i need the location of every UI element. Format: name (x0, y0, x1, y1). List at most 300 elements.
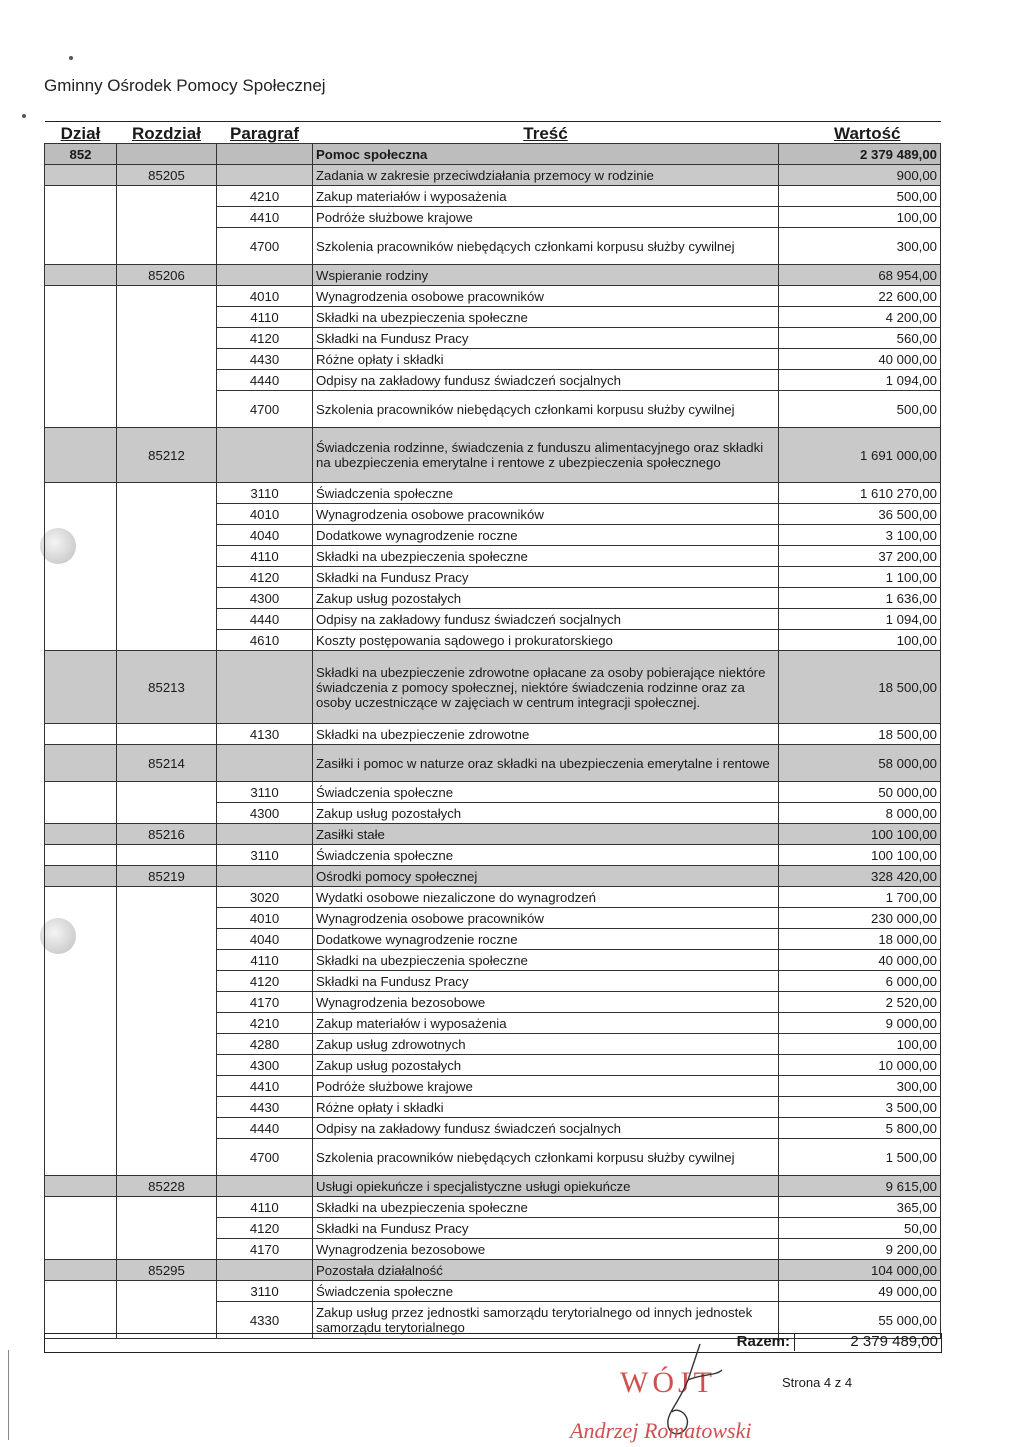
rozdzial-cell: 85214 (117, 745, 217, 782)
rozdzial-cell: 85219 (117, 866, 217, 887)
paragraf-cell: 4440 (217, 609, 313, 630)
tresc-cell: Zasiłki i pomoc w naturze oraz składki na ubezpieczenia emerytalne i rentowe (313, 745, 779, 782)
paragraf-cell: 4120 (217, 1218, 313, 1239)
wartosc-cell: 22 600,00 (779, 286, 941, 307)
paragraf-cell: 4440 (217, 1118, 313, 1139)
wartosc-cell: 2 379 489,00 (779, 144, 941, 165)
wartosc-cell: 4 200,00 (779, 307, 941, 328)
paragraf-row (45, 186, 941, 207)
paragraf-cell: 4410 (217, 207, 313, 228)
wartosc-cell: 1 500,00 (779, 1139, 941, 1176)
dzial-cell (45, 630, 117, 651)
wartosc-cell: 5 800,00 (779, 1118, 941, 1139)
rozdzial-cell (117, 992, 217, 1013)
tresc-cell: Zakup usług pozostałych (313, 803, 779, 824)
paragraf-cell: 4110 (217, 307, 313, 328)
rozdzial-cell (117, 609, 217, 630)
paragraf-cell: 3110 (217, 782, 313, 803)
dzial-cell (45, 186, 117, 207)
rozdzial-cell: 85213 (117, 651, 217, 724)
paragraf-cell: 4700 (217, 228, 313, 265)
paragraf-row (45, 1239, 941, 1260)
dzial-row (45, 144, 941, 165)
paragraf-row (45, 609, 941, 630)
paragraf-row (45, 588, 941, 609)
wartosc-cell: 40 000,00 (779, 349, 941, 370)
rozdzial-cell: 85205 (117, 165, 217, 186)
rozdzial-cell (117, 887, 217, 908)
tresc-cell: Odpisy na zakładowy fundusz świadczeń socjalnych (313, 609, 779, 630)
tresc-cell: Składki na ubezpieczenia społeczne (313, 546, 779, 567)
rozdzial-cell (117, 525, 217, 546)
rozdzial-cell (117, 1281, 217, 1302)
rozdzial-cell (117, 724, 217, 745)
tresc-cell: Wynagrodzenia bezosobowe (313, 1239, 779, 1260)
tresc-cell: Zadania w zakresie przeciwdziałania przemocy w rodzinie (313, 165, 779, 186)
wartosc-cell: 55 000,00 (779, 1302, 941, 1339)
rozdzial-cell (117, 1197, 217, 1218)
dzial-cell (45, 1076, 117, 1097)
wartosc-cell: 1 700,00 (779, 887, 941, 908)
tresc-cell: Składki na ubezpieczenie zdrowotne (313, 724, 779, 745)
paragraf-row (45, 1076, 941, 1097)
paragraf-row (45, 887, 941, 908)
rozdzial-cell (117, 1218, 217, 1239)
wartosc-cell: 104 000,00 (779, 1260, 941, 1281)
tresc-cell: Składki na Fundusz Pracy (313, 567, 779, 588)
dzial-cell (45, 525, 117, 546)
dzial-cell (45, 845, 117, 866)
paragraf-row (45, 1118, 941, 1139)
wartosc-cell: 100 100,00 (779, 824, 941, 845)
paragraf-row (45, 286, 941, 307)
paragraf-row (45, 1139, 941, 1176)
wartosc-cell: 100,00 (779, 630, 941, 651)
wartosc-cell: 1 094,00 (779, 370, 941, 391)
paragraf-row (45, 504, 941, 525)
paragraf-row (45, 307, 941, 328)
paragraf-row (45, 1097, 941, 1118)
rozdzial-cell (117, 1055, 217, 1076)
rozdzial-cell (117, 1239, 217, 1260)
wartosc-cell: 500,00 (779, 391, 941, 428)
wartosc-cell: 37 200,00 (779, 546, 941, 567)
tresc-cell: Szkolenia pracowników niebędących członkami korpusu służby cywilnej (313, 391, 779, 428)
rozdzial-row (45, 1176, 941, 1197)
paragraf-cell: 4010 (217, 908, 313, 929)
dzial-cell (45, 504, 117, 525)
wartosc-cell: 2 520,00 (779, 992, 941, 1013)
dzial-cell (45, 1260, 117, 1281)
tresc-cell: Zakup usług przez jednostki samorządu terytorialnego od innych jednostek samorządu terytorialnego (313, 1302, 779, 1339)
rozdzial-row (45, 651, 941, 724)
dzial-cell (45, 724, 117, 745)
tresc-cell: Świadczenia społeczne (313, 782, 779, 803)
wartosc-cell: 100,00 (779, 207, 941, 228)
tresc-cell: Usługi opiekuńcze i specjalistyczne usługi opiekuńcze (313, 1176, 779, 1197)
wojt-name-stamp: Andrzej Romatowski (570, 1418, 752, 1443)
dzial-cell (45, 950, 117, 971)
rozdzial-cell (117, 349, 217, 370)
rozdzial-cell (117, 307, 217, 328)
dzial-cell (45, 1097, 117, 1118)
paragraf-row (45, 971, 941, 992)
tresc-cell: Świadczenia społeczne (313, 1281, 779, 1302)
tresc-cell: Dodatkowe wynagrodzenie roczne (313, 525, 779, 546)
tresc-cell: Wynagrodzenia osobowe pracowników (313, 504, 779, 525)
rozdzial-cell (117, 845, 217, 866)
wartosc-cell: 6 000,00 (779, 971, 941, 992)
dzial-cell (45, 228, 117, 265)
paragraf-cell: 4280 (217, 1034, 313, 1055)
wartosc-cell: 1 094,00 (779, 609, 941, 630)
paragraf-row (45, 228, 941, 265)
dzial-cell (45, 328, 117, 349)
rozdzial-cell (117, 228, 217, 265)
tresc-cell: Składki na ubezpieczenia społeczne (313, 1197, 779, 1218)
rozdzial-row (45, 745, 941, 782)
rozdzial-cell (117, 971, 217, 992)
dzial-cell (45, 1239, 117, 1260)
paragraf-cell: 4110 (217, 546, 313, 567)
tresc-cell: Zakup usług pozostałych (313, 1055, 779, 1076)
paragraf-row (45, 349, 941, 370)
wartosc-cell: 68 954,00 (779, 265, 941, 286)
rozdzial-row (45, 428, 941, 483)
wartosc-cell: 1 100,00 (779, 567, 941, 588)
wartosc-cell: 40 000,00 (779, 950, 941, 971)
tresc-cell: Odpisy na zakładowy fundusz świadczeń socjalnych (313, 1118, 779, 1139)
paragraf-row (45, 525, 941, 546)
scan-speck (22, 114, 26, 118)
wartosc-cell: 10 000,00 (779, 1055, 941, 1076)
paragraf-cell: 4010 (217, 504, 313, 525)
dzial-cell (45, 866, 117, 887)
paragraf-cell: 4130 (217, 724, 313, 745)
margin-line (8, 1350, 9, 1440)
paragraf-cell (217, 265, 313, 286)
tresc-cell: Ośrodki pomocy społecznej (313, 866, 779, 887)
paragraf-row (45, 929, 941, 950)
wojt-stamp: WÓJT (620, 1366, 716, 1399)
tresc-cell: Podróże służbowe krajowe (313, 207, 779, 228)
paragraf-row (45, 328, 941, 349)
rozdzial-cell (117, 908, 217, 929)
rozdzial-cell (117, 782, 217, 803)
wartosc-cell: 560,00 (779, 328, 941, 349)
paragraf-cell: 4300 (217, 1055, 313, 1076)
total-label: Razem: (716, 1333, 795, 1351)
rozdzial-cell (117, 1139, 217, 1176)
dzial-cell (45, 803, 117, 824)
tresc-cell: Zakup materiałów i wyposażenia (313, 1013, 779, 1034)
rozdzial-cell (117, 186, 217, 207)
wartosc-cell: 1 691 000,00 (779, 428, 941, 483)
paragraf-row (45, 207, 941, 228)
paragraf-cell: 4700 (217, 1139, 313, 1176)
dzial-cell (45, 1034, 117, 1055)
tresc-cell: Wynagrodzenia bezosobowe (313, 992, 779, 1013)
dzial-cell (45, 992, 117, 1013)
dzial-cell: 852 (45, 144, 117, 165)
column-header-tresc: Treść (313, 122, 779, 144)
rozdzial-cell (117, 1076, 217, 1097)
paragraf-cell: 3110 (217, 483, 313, 504)
dzial-cell (45, 307, 117, 328)
paragraf-row (45, 950, 941, 971)
tresc-cell: Różne opłaty i składki (313, 349, 779, 370)
column-header-wartosc: Wartość (779, 122, 941, 144)
dzial-cell (45, 546, 117, 567)
rozdzial-cell (117, 144, 217, 165)
rozdzial-row (45, 866, 941, 887)
tresc-cell: Składki na ubezpieczenia społeczne (313, 950, 779, 971)
wartosc-cell: 328 420,00 (779, 866, 941, 887)
tresc-cell: Świadczenia społeczne (313, 483, 779, 504)
rozdzial-row (45, 165, 941, 186)
paragraf-cell: 4040 (217, 929, 313, 950)
tresc-cell: Wydatki osobowe niezaliczone do wynagrodzeń (313, 887, 779, 908)
paragraf-row (45, 1197, 941, 1218)
paragraf-cell: 4330 (217, 1302, 313, 1339)
rozdzial-cell (117, 286, 217, 307)
wartosc-cell: 50,00 (779, 1218, 941, 1239)
column-header-rozdzial: Rozdział (117, 122, 217, 144)
tresc-cell: Koszty postępowania sądowego i prokuratorskiego (313, 630, 779, 651)
dzial-cell (45, 588, 117, 609)
paragraf-row (45, 724, 941, 745)
dzial-cell (45, 1176, 117, 1197)
tresc-cell: Pozostała działalność (313, 1260, 779, 1281)
paragraf-cell: 4440 (217, 370, 313, 391)
paragraf-cell: 4300 (217, 588, 313, 609)
paragraf-cell: 4610 (217, 630, 313, 651)
dzial-cell (45, 745, 117, 782)
paragraf-row (45, 782, 941, 803)
rozdzial-row (45, 824, 941, 845)
tresc-cell: Zasiłki stałe (313, 824, 779, 845)
dzial-cell (45, 1197, 117, 1218)
document-header: Gminny Ośrodek Pomocy Społecznej (44, 76, 326, 95)
paragraf-cell (217, 866, 313, 887)
rozdzial-cell (117, 546, 217, 567)
wartosc-cell: 100,00 (779, 1034, 941, 1055)
wartosc-cell: 1 610 270,00 (779, 483, 941, 504)
wartosc-cell: 18 500,00 (779, 724, 941, 745)
rozdzial-cell: 85206 (117, 265, 217, 286)
paragraf-cell (217, 144, 313, 165)
rozdzial-cell (117, 630, 217, 651)
dzial-cell (45, 971, 117, 992)
rozdzial-cell: 85216 (117, 824, 217, 845)
wartosc-cell: 300,00 (779, 228, 941, 265)
wartosc-cell: 3 100,00 (779, 525, 941, 546)
paragraf-cell: 4120 (217, 328, 313, 349)
rozdzial-cell: 85228 (117, 1176, 217, 1197)
wartosc-cell: 365,00 (779, 1197, 941, 1218)
tresc-cell: Wynagrodzenia osobowe pracowników (313, 908, 779, 929)
tresc-cell: Składki na Fundusz Pracy (313, 1218, 779, 1239)
dzial-cell (45, 349, 117, 370)
rozdzial-cell (117, 588, 217, 609)
paragraf-cell: 4040 (217, 525, 313, 546)
tresc-cell: Zakup usług pozostałych (313, 588, 779, 609)
paragraf-cell (217, 165, 313, 186)
paragraf-row (45, 1034, 941, 1055)
paragraf-row (45, 1013, 941, 1034)
dzial-cell (45, 483, 117, 504)
paragraf-cell: 4110 (217, 1197, 313, 1218)
tresc-cell: Składki na Fundusz Pracy (313, 328, 779, 349)
rozdzial-cell (117, 328, 217, 349)
paragraf-row (45, 1218, 941, 1239)
dzial-cell (45, 1013, 117, 1034)
dzial-cell (45, 1055, 117, 1076)
paragraf-cell: 3020 (217, 887, 313, 908)
rozdzial-cell (117, 1118, 217, 1139)
paragraf-cell: 4210 (217, 186, 313, 207)
rozdzial-cell (117, 483, 217, 504)
wartosc-cell: 1 636,00 (779, 588, 941, 609)
paragraf-cell: 4700 (217, 391, 313, 428)
tresc-cell: Odpisy na zakładowy fundusz świadczeń socjalnych (313, 370, 779, 391)
paragraf-row (45, 483, 941, 504)
tresc-cell: Szkolenia pracowników niebędących członkami korpusu służby cywilnej (313, 228, 779, 265)
paragraf-row (45, 1281, 941, 1302)
paragraf-cell: 4010 (217, 286, 313, 307)
dzial-cell (45, 286, 117, 307)
paragraf-cell: 4430 (217, 349, 313, 370)
paragraf-row (45, 845, 941, 866)
tresc-cell: Składki na ubezpieczenia społeczne (313, 307, 779, 328)
rozdzial-cell (117, 207, 217, 228)
dzial-cell (45, 929, 117, 950)
dzial-cell (45, 1139, 117, 1176)
paragraf-cell (217, 745, 313, 782)
paragraf-row (45, 803, 941, 824)
rozdzial-cell (117, 391, 217, 428)
dzial-cell (45, 567, 117, 588)
tresc-cell: Świadczenia rodzinne, świadczenia z funduszu alimentacyjnego oraz składki na ubezpieczenia emerytalne i rentowe z ubezpieczenia społecznego (313, 428, 779, 483)
wartosc-cell: 8 000,00 (779, 803, 941, 824)
wartosc-cell: 300,00 (779, 1076, 941, 1097)
wartosc-cell: 3 500,00 (779, 1097, 941, 1118)
rozdzial-cell: 85212 (117, 428, 217, 483)
dzial-cell (45, 391, 117, 428)
column-header-dzial: Dział (45, 122, 117, 144)
wartosc-cell: 9 615,00 (779, 1176, 941, 1197)
paragraf-cell: 4210 (217, 1013, 313, 1034)
dzial-cell (45, 1218, 117, 1239)
total-value: 2 379 489,00 (850, 1333, 938, 1350)
paragraf-row (45, 630, 941, 651)
paragraf-cell: 3110 (217, 845, 313, 866)
dzial-cell (45, 908, 117, 929)
paragraf-cell: 4120 (217, 971, 313, 992)
dzial-cell (45, 1118, 117, 1139)
rozdzial-cell (117, 803, 217, 824)
paragraf-cell: 4170 (217, 992, 313, 1013)
dzial-cell (45, 370, 117, 391)
tresc-cell: Dodatkowe wynagrodzenie roczne (313, 929, 779, 950)
wartosc-cell: 9 200,00 (779, 1239, 941, 1260)
tresc-cell: Szkolenia pracowników niebędących członkami korpusu służby cywilnej (313, 1139, 779, 1176)
paragraf-row (45, 546, 941, 567)
rozdzial-row (45, 265, 941, 286)
dzial-cell (45, 207, 117, 228)
paragraf-cell: 4170 (217, 1239, 313, 1260)
wartosc-cell: 500,00 (779, 186, 941, 207)
wartosc-cell: 100 100,00 (779, 845, 941, 866)
table-header-row (45, 122, 941, 144)
scan-speck (69, 56, 73, 60)
tresc-cell: Składki na ubezpieczenie zdrowotne opłacane za osoby pobierające niektóre świadczenia z pomocy społecznej, niektóre świadczenia rodzinne oraz za osoby uczestniczące w zajęciach w centrum integracji społecznej. (313, 651, 779, 724)
rozdzial-row (45, 1260, 941, 1281)
wartosc-cell: 230 000,00 (779, 908, 941, 929)
table-body (45, 144, 941, 1339)
dzial-cell (45, 782, 117, 803)
paragraf-cell (217, 1260, 313, 1281)
paragraf-row (45, 567, 941, 588)
wartosc-cell: 50 000,00 (779, 782, 941, 803)
rozdzial-cell (117, 950, 217, 971)
paragraf-cell (217, 1176, 313, 1197)
tresc-cell: Zakup usług zdrowotnych (313, 1034, 779, 1055)
page-number: Strona 4 z 4 (782, 1375, 853, 1390)
wartosc-cell: 36 500,00 (779, 504, 941, 525)
paragraf-cell (217, 824, 313, 845)
paragraf-row (45, 391, 941, 428)
wartosc-cell: 18 000,00 (779, 929, 941, 950)
tresc-cell: Składki na Fundusz Pracy (313, 971, 779, 992)
tresc-cell: Pomoc społeczna (313, 144, 779, 165)
rozdzial-cell: 85295 (117, 1260, 217, 1281)
tresc-cell: Podróże służbowe krajowe (313, 1076, 779, 1097)
wartosc-cell: 9 000,00 (779, 1013, 941, 1034)
budget-table (44, 121, 941, 1339)
dzial-cell (45, 887, 117, 908)
rozdzial-cell (117, 370, 217, 391)
rozdzial-cell (117, 1034, 217, 1055)
dzial-cell (45, 609, 117, 630)
tresc-cell: Zakup materiałów i wyposażenia (313, 186, 779, 207)
paragraf-cell: 3110 (217, 1281, 313, 1302)
paragraf-row (45, 1055, 941, 1076)
wartosc-cell: 900,00 (779, 165, 941, 186)
wartosc-cell: 18 500,00 (779, 651, 941, 724)
dzial-cell (45, 265, 117, 286)
column-header-paragraf: Paragraf (217, 122, 313, 144)
rozdzial-cell (117, 1097, 217, 1118)
dzial-cell (45, 165, 117, 186)
rozdzial-cell (117, 504, 217, 525)
rozdzial-cell (117, 1013, 217, 1034)
tresc-cell: Świadczenia społeczne (313, 845, 779, 866)
rozdzial-cell (117, 567, 217, 588)
paragraf-cell: 4410 (217, 1076, 313, 1097)
wartosc-cell: 49 000,00 (779, 1281, 941, 1302)
tresc-cell: Wspieranie rodziny (313, 265, 779, 286)
wartosc-cell: 58 000,00 (779, 745, 941, 782)
paragraf-cell: 4110 (217, 950, 313, 971)
rozdzial-cell (117, 929, 217, 950)
paragraf-cell (217, 428, 313, 483)
paragraf-cell: 4430 (217, 1097, 313, 1118)
dzial-cell (45, 651, 117, 724)
dzial-cell (45, 824, 117, 845)
dzial-cell (45, 1281, 117, 1302)
paragraf-cell: 4120 (217, 567, 313, 588)
